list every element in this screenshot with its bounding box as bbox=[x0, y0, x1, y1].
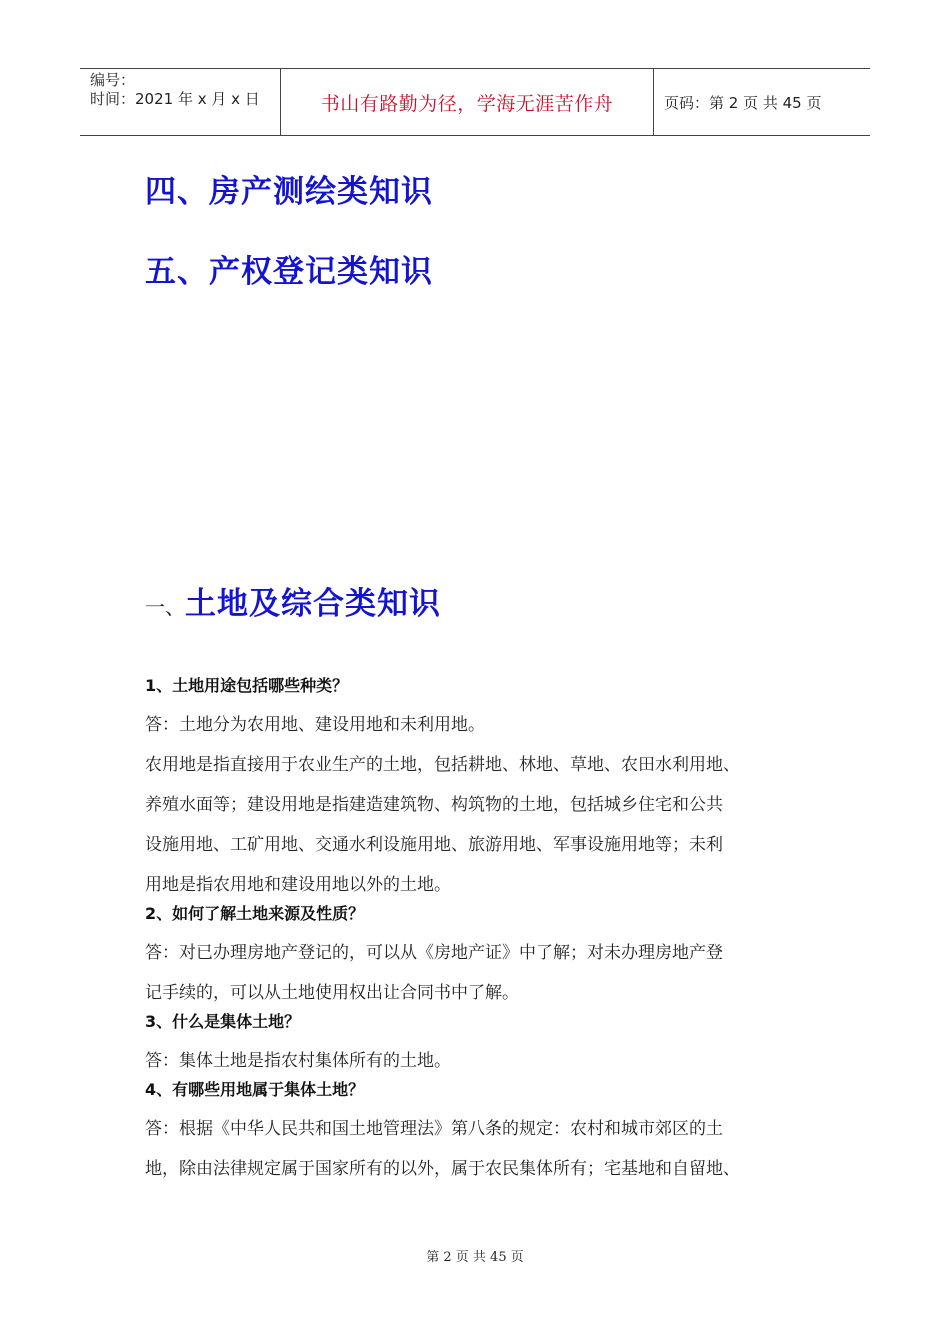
answer-line: 答：根据《中华人民共和国土地管理法》第八条的规定：农村和城市郊区的土 bbox=[145, 1119, 723, 1139]
answer-1 bbox=[145, 705, 810, 905]
number-label: 编号： bbox=[90, 71, 136, 89]
answer-line: 设施用地、工矿用地、交通水利设施用地、旅游用地、军事设施用地等；未利 bbox=[145, 835, 723, 855]
page-header bbox=[80, 68, 870, 136]
answer-4 bbox=[145, 1109, 810, 1189]
qa-item-2 bbox=[145, 904, 810, 1013]
answer-line: 地，除由法律规定属于国家所有的以外，属于农民集体所有；宅基地和自留地、 bbox=[145, 1159, 740, 1179]
answer-line: 用地是指农用地和建设用地以外的土地。 bbox=[145, 875, 451, 895]
heading-surveying: 四、房产测绘类知识 bbox=[145, 174, 433, 210]
date-label: 时间：2021 年 x 月 x 日 bbox=[90, 90, 260, 108]
section-number: 一、 bbox=[145, 595, 185, 619]
answer-2 bbox=[145, 933, 810, 1013]
qa-item-3 bbox=[145, 1012, 810, 1081]
answer-line: 答：集体土地是指农村集体所有的土地。 bbox=[145, 1051, 451, 1071]
question-3: 3、什么是集体土地？ bbox=[145, 1012, 301, 1031]
answer-line: 答：土地分为农用地、建设用地和未利用地。 bbox=[145, 715, 485, 735]
section-title: 土地及综合类知识 bbox=[185, 586, 441, 622]
header-meta bbox=[80, 69, 281, 135]
header-page-info: 页码：第 2 页 共 45 页 bbox=[664, 93, 822, 112]
page-footer: 第 2 页 共 45 页 bbox=[426, 1250, 524, 1265]
answer-line: 农用地是指直接用于农业生产的土地，包括耕地、林地、草地、农田水利用地、 bbox=[145, 755, 740, 775]
answer-line: 答：对已办理房地产登记的，可以从《房地产证》中了解；对未办理房地产登 bbox=[145, 943, 723, 963]
qa-content bbox=[145, 676, 810, 1188]
answer-line: 记手续的，可以从土地使用权出让合同书中了解。 bbox=[145, 983, 519, 1003]
qa-item-1 bbox=[145, 676, 810, 905]
heading-registration: 五、产权登记类知识 bbox=[145, 254, 433, 290]
answer-line: 养殖水面等；建设用地是指建造建筑物、构筑物的土地，包括城乡住宅和公共 bbox=[145, 795, 723, 815]
question-1: 1、土地用途包括哪些种类？ bbox=[145, 676, 349, 695]
header-motto: 书山有路勤为径，学海无涯苦作舟 bbox=[281, 69, 654, 135]
qa-item-4 bbox=[145, 1080, 810, 1189]
answer-3 bbox=[145, 1041, 810, 1081]
question-4: 4、有哪些用地属于集体土地？ bbox=[145, 1080, 365, 1099]
question-2: 2、如何了解土地来源及性质？ bbox=[145, 904, 365, 923]
section-heading bbox=[145, 578, 441, 623]
